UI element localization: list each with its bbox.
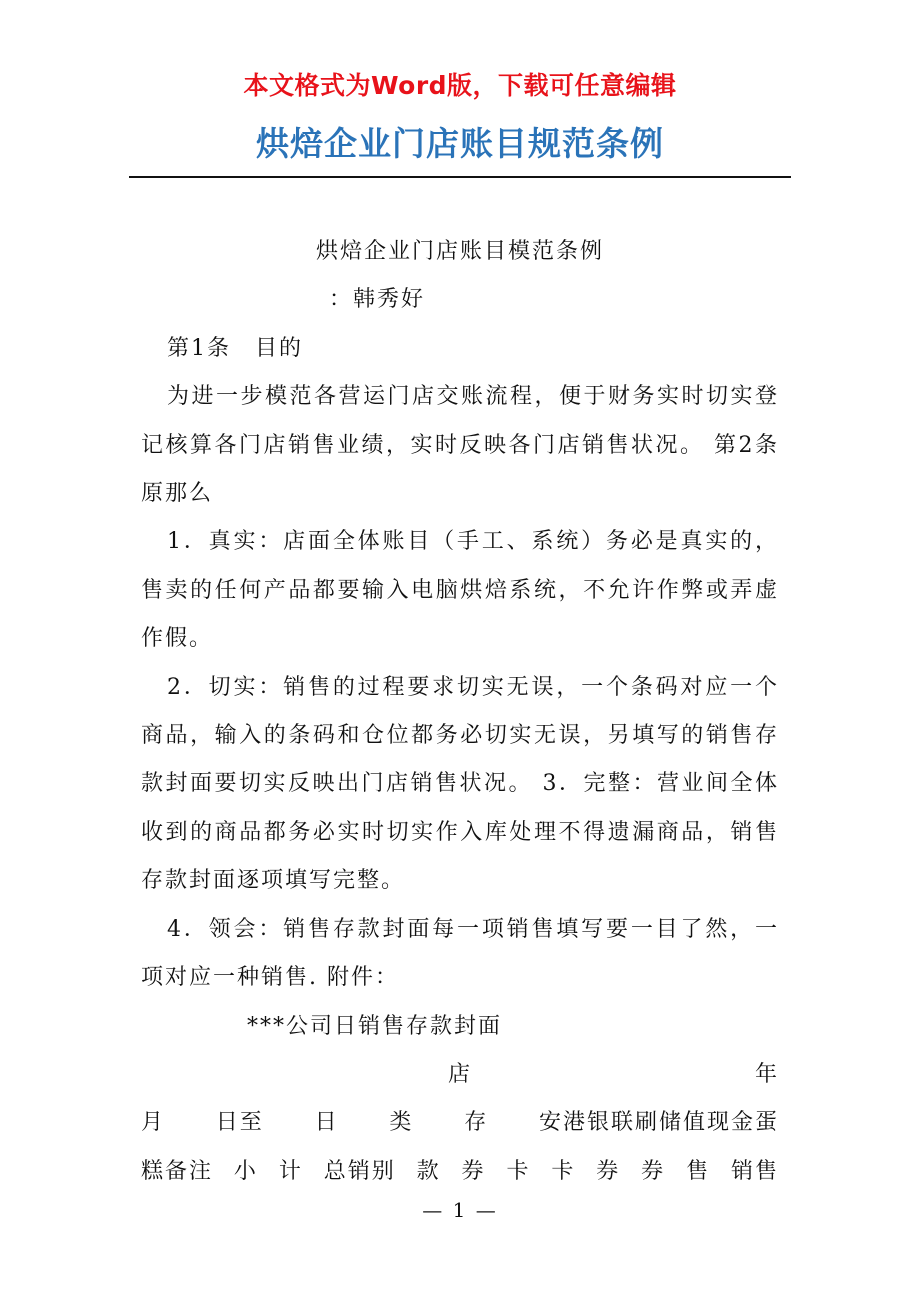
form-cell: 日: [314, 1110, 339, 1136]
page-title: 烘焙企业门店账目规范条例: [256, 124, 664, 163]
form-cell: 款: [416, 1158, 441, 1184]
page-number: — 1 —: [422, 1198, 498, 1222]
paragraph-item-1: 1．真实：店面全体账目（手工、系统）务必是真实的，售卖的任何产品都要输入电脑烘焙系统，不允许作弊或弄虚作假。: [141, 529, 779, 652]
year-label: 年: [754, 1061, 779, 1087]
form-cell: 存: [464, 1110, 489, 1136]
title-divider: [129, 176, 791, 178]
form-cell: 安港银联刷储值现金蛋: [538, 1110, 779, 1136]
cover-form-title: ***公司日销售存款封面: [247, 1013, 503, 1039]
document-body: [141, 228, 804, 1196]
form-cell: 券: [461, 1158, 486, 1184]
form-cell: 总销别: [323, 1158, 396, 1184]
form-cell: 销售: [730, 1158, 779, 1184]
form-cell: 类: [389, 1110, 414, 1136]
form-cell: 售: [686, 1158, 711, 1184]
author-line: ：韩秀好: [329, 287, 426, 313]
form-cell: 卡: [551, 1158, 576, 1184]
paragraph-item-4: 4．领会：销售存款封面每一项销售填写要一目了然，一项对应一种销售. 附件：: [141, 916, 779, 991]
document-heading: 烘焙企业门店账目模范条例: [315, 239, 604, 264]
download-banner: 本文格式为Word版，下载可任意编辑: [243, 71, 677, 100]
form-cell: 糕备注: [141, 1158, 214, 1184]
form-cell: 券: [596, 1158, 621, 1184]
form-cell: 月: [141, 1110, 166, 1136]
article-1-heading: 第1条 目的: [167, 335, 303, 361]
form-cell: 小: [233, 1158, 258, 1184]
form-cell: 计: [278, 1158, 303, 1184]
form-header-row-2: [141, 1148, 779, 1196]
store-date-row: [141, 1051, 779, 1099]
paragraph-item-2-3: 2．切实：销售的过程要求切实无误，一个条码对应一个商品，输入的条码和仓位都务必切实无误，另填写的销售存款封面要切实反映出门店销售状况。 3．完整：营业间全体收到的商品都务必实时切实作入库处理不得遗漏商品，销售存款封面逐项填写完整。: [141, 674, 779, 894]
form-cell: 卡: [506, 1158, 531, 1184]
form-cell: 日至: [215, 1110, 264, 1136]
form-cell: 券: [641, 1158, 666, 1184]
paragraph-purpose: 为进一步模范各营运门店交账流程，便于财务实时切实登记核算各门店销售业绩，实时反映各门店销售状况。 第2条 原那么: [141, 384, 804, 507]
form-header-row-1: [141, 1099, 779, 1147]
store-label: 店: [448, 1061, 473, 1087]
